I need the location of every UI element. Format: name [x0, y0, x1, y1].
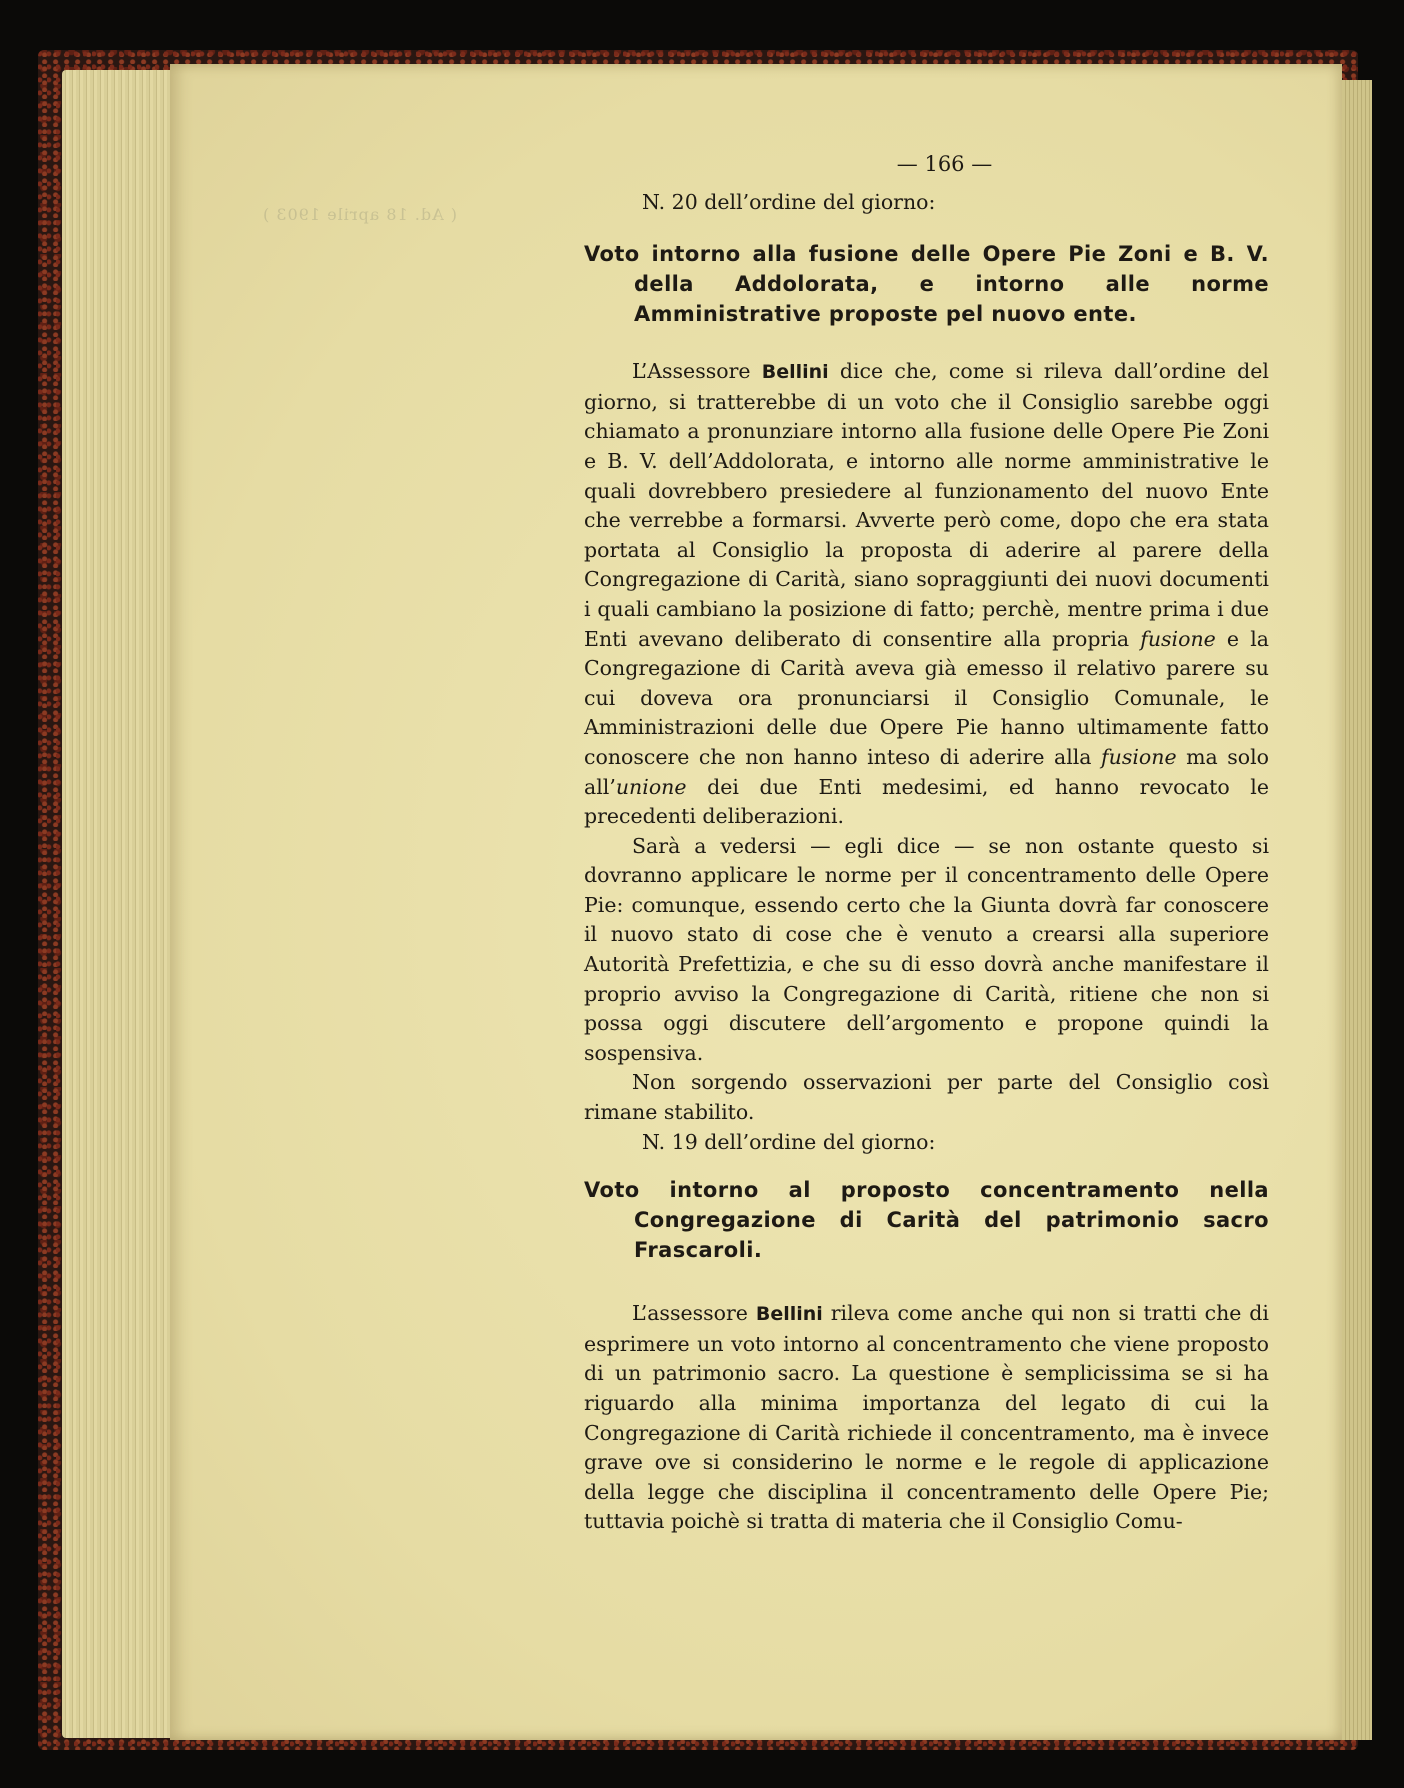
page-edges-left — [62, 70, 180, 1738]
speaker-name: Bellini — [761, 361, 829, 384]
agenda-item-label: N. 20 dell’ordine del giorno: — [642, 189, 936, 214]
paragraph: L’Assessore Bellini dice che, come si rileva dall’ordine del giorno, si tratterebbe di un voto che il Consiglio sarebbe oggi chiamato a pronunziare intorno alla fusione delle Opere Pie Zoni e B. V. dell’Addolorata, e intorno alle norme amministrative le quali dovrebbero presiedere al funzionamento del nuovo Ente che verrebbe a formarsi. Avverte però come, dopo che era stata portata al Consiglio la proposta di aderire al parere della Congregazione di Carità, siano sopraggiunti dei nuovi documenti i quali cambiano la posizione di fatto; perchè, mentre prima i due Enti avevano deliberato di consentire alla propria fusione e la Congregazione di Carità aveva già emesso il relativo parere su cui doveva ora pronunciarsi il Consiglio Comunale, le Amministrazioni delle due Opere Pie hanno ultimamente fatto conoscere che non hanno inteso di aderire alla fusione ma solo all’unione dei due Enti medesimi, ed hanno revocato le precedenti deliberazioni. — [584, 359, 1269, 829]
page-number: — 166 — — [896, 152, 993, 176]
text-column — [584, 150, 1269, 1537]
paragraph: L’assessore Bellini rileva come anche qui non si tratti che di esprimere un voto intorno al concentramento che viene proposto di un patrimonio sacro. La questione è semplicissima se si ha riguardo alla minima importanza del legato di cui la Congregazione di Carità richiede il concentramento, ma è invece grave ove si considerino le norme e le regole di applicazione della legge che disciplina il concentramento delle Opere Pie; tuttavia poichè si tratta di materia che il Consiglio Comu- — [584, 1301, 1269, 1534]
agenda-item-label: N. 19 dell’ordine del giorno: — [642, 1129, 936, 1154]
page-edges-right — [1342, 80, 1372, 1740]
section-heading: Voto intorno al proposto concentramento nella Congregazione di Carità del patrimonio sacro Frascaroli. — [584, 1178, 1269, 1263]
paragraph: Non sorgendo osservazioni per parte del Consiglio così rimane stabilito. — [584, 1070, 1269, 1125]
speaker-name: Bellini — [755, 1303, 823, 1326]
section-heading: Voto intorno alla fusione delle Opere Pie Zoni e B. V. della Addolorata, e intorno alle norme Amministrative proposte pel nuovo ente. — [584, 242, 1269, 327]
bleed-through-text: ( Ad. 18 aprile 1903 ) — [262, 205, 458, 224]
paragraph: Sarà a vedersi — egli dice — se non ostante questo si dovranno applicare le norme per il concentramento delle Opere Pie: comunque, essendo certo che la Giunta dovrà far conoscere il nuovo stato di cose che è venuto a crearsi alla superiore Autorità Prefettizia, e che su di esso dovrà anche manifestare il proprio avviso la Congregazione di Carità, ritiene che non si possa oggi discutere dell’argomento e propone quindi la sospensiva. — [584, 833, 1269, 1065]
